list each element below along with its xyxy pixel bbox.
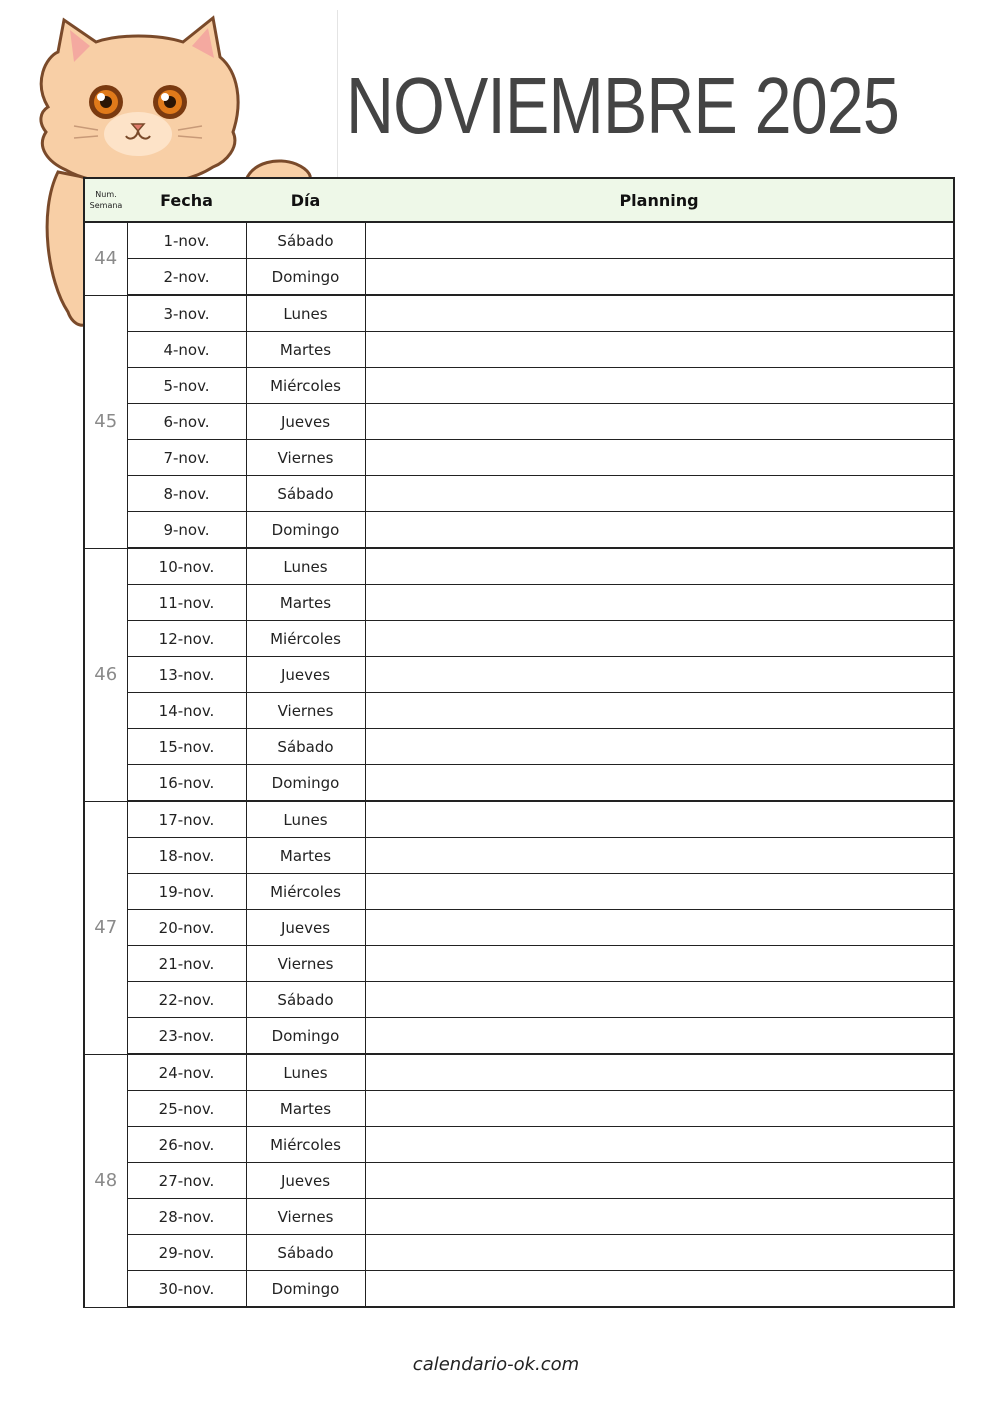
planning-cell[interactable] bbox=[365, 1091, 954, 1127]
table-row bbox=[84, 874, 954, 910]
day-cell: Miércoles bbox=[246, 621, 365, 657]
date-cell: 6-nov. bbox=[127, 404, 246, 440]
week-number: 45 bbox=[84, 295, 127, 548]
table-row bbox=[84, 838, 954, 874]
date-cell: 15-nov. bbox=[127, 729, 246, 765]
day-cell: Viernes bbox=[246, 440, 365, 476]
header-week bbox=[84, 178, 127, 222]
table-row bbox=[84, 1127, 954, 1163]
day-cell: Jueves bbox=[246, 1163, 365, 1199]
footer-site: calendario-ok.com bbox=[412, 1354, 580, 1375]
date-cell: 19-nov. bbox=[127, 874, 246, 910]
day-cell: Domingo bbox=[246, 1271, 365, 1308]
table-row bbox=[84, 1091, 954, 1127]
planning-cell[interactable] bbox=[365, 621, 954, 657]
header-dia: Día bbox=[246, 178, 365, 222]
day-cell: Sábado bbox=[246, 729, 365, 765]
date-cell: 13-nov. bbox=[127, 657, 246, 693]
header-week-line2: Semana bbox=[89, 201, 123, 210]
planning-cell[interactable] bbox=[365, 657, 954, 693]
date-cell: 22-nov. bbox=[127, 982, 246, 1018]
week-number: 44 bbox=[84, 222, 127, 295]
planning-cell[interactable] bbox=[365, 729, 954, 765]
date-cell: 18-nov. bbox=[127, 838, 246, 874]
planning-cell[interactable] bbox=[365, 874, 954, 910]
week-number: 48 bbox=[84, 1054, 127, 1307]
table-row bbox=[84, 548, 954, 585]
date-cell: 14-nov. bbox=[127, 693, 246, 729]
day-cell: Viernes bbox=[246, 1199, 365, 1235]
day-cell: Sábado bbox=[246, 982, 365, 1018]
table-row bbox=[84, 440, 954, 476]
planner-body bbox=[84, 222, 954, 1307]
date-cell: 20-nov. bbox=[127, 910, 246, 946]
header-week-line1: Num. bbox=[95, 190, 117, 199]
date-cell: 11-nov. bbox=[127, 585, 246, 621]
planning-cell[interactable] bbox=[365, 765, 954, 802]
table-row bbox=[84, 765, 954, 802]
table-row bbox=[84, 1271, 954, 1308]
day-cell: Lunes bbox=[246, 801, 365, 838]
planning-cell[interactable] bbox=[365, 1054, 954, 1091]
date-cell: 9-nov. bbox=[127, 512, 246, 549]
day-cell: Jueves bbox=[246, 404, 365, 440]
date-cell: 30-nov. bbox=[127, 1271, 246, 1308]
table-row bbox=[84, 1054, 954, 1091]
day-cell: Sábado bbox=[246, 222, 365, 259]
table-row bbox=[84, 476, 954, 512]
planning-cell[interactable] bbox=[365, 946, 954, 982]
week-number: 46 bbox=[84, 548, 127, 801]
page-title: NOVIEMBRE 2025 bbox=[346, 61, 900, 150]
date-cell: 28-nov. bbox=[127, 1199, 246, 1235]
table-row bbox=[84, 332, 954, 368]
day-cell: Martes bbox=[246, 585, 365, 621]
date-cell: 10-nov. bbox=[127, 548, 246, 585]
planning-cell[interactable] bbox=[365, 476, 954, 512]
table-row bbox=[84, 621, 954, 657]
table-row bbox=[84, 729, 954, 765]
date-cell: 29-nov. bbox=[127, 1235, 246, 1271]
day-cell: Viernes bbox=[246, 946, 365, 982]
table-row bbox=[84, 1235, 954, 1271]
table-row bbox=[84, 801, 954, 838]
planning-cell[interactable] bbox=[365, 801, 954, 838]
day-cell: Lunes bbox=[246, 1054, 365, 1091]
day-cell: Martes bbox=[246, 332, 365, 368]
table-row bbox=[84, 259, 954, 296]
planning-cell[interactable] bbox=[365, 1127, 954, 1163]
day-cell: Viernes bbox=[246, 693, 365, 729]
date-cell: 8-nov. bbox=[127, 476, 246, 512]
day-cell: Jueves bbox=[246, 657, 365, 693]
date-cell: 23-nov. bbox=[127, 1018, 246, 1055]
table-row bbox=[84, 1163, 954, 1199]
planning-cell[interactable] bbox=[365, 910, 954, 946]
header-planning: Planning bbox=[365, 178, 954, 222]
day-cell: Domingo bbox=[246, 1018, 365, 1055]
date-cell: 16-nov. bbox=[127, 765, 246, 802]
planning-cell[interactable] bbox=[365, 982, 954, 1018]
date-cell: 21-nov. bbox=[127, 946, 246, 982]
day-cell: Lunes bbox=[246, 295, 365, 332]
day-cell: Domingo bbox=[246, 512, 365, 549]
table-row bbox=[84, 1199, 954, 1235]
day-cell: Jueves bbox=[246, 910, 365, 946]
planning-cell[interactable] bbox=[365, 1018, 954, 1055]
table-row bbox=[84, 295, 954, 332]
planning-cell[interactable] bbox=[365, 1271, 954, 1308]
date-cell: 25-nov. bbox=[127, 1091, 246, 1127]
date-cell: 1-nov. bbox=[127, 222, 246, 259]
table-row bbox=[84, 368, 954, 404]
date-cell: 4-nov. bbox=[127, 332, 246, 368]
planning-cell[interactable] bbox=[365, 693, 954, 729]
table-row bbox=[84, 910, 954, 946]
table-row bbox=[84, 1018, 954, 1055]
date-cell: 5-nov. bbox=[127, 368, 246, 404]
day-cell: Domingo bbox=[246, 765, 365, 802]
planning-cell[interactable] bbox=[365, 838, 954, 874]
date-cell: 7-nov. bbox=[127, 440, 246, 476]
table-row bbox=[84, 982, 954, 1018]
day-cell: Domingo bbox=[246, 259, 365, 296]
planning-cell[interactable] bbox=[365, 332, 954, 368]
table-row bbox=[84, 512, 954, 549]
planning-cell[interactable] bbox=[365, 259, 954, 296]
date-cell: 17-nov. bbox=[127, 801, 246, 838]
planning-cell[interactable] bbox=[365, 1163, 954, 1199]
planning-cell[interactable] bbox=[365, 1235, 954, 1271]
date-cell: 12-nov. bbox=[127, 621, 246, 657]
planning-cell[interactable] bbox=[365, 368, 954, 404]
planning-cell[interactable] bbox=[365, 222, 954, 259]
planning-cell[interactable] bbox=[365, 1199, 954, 1235]
day-cell: Miércoles bbox=[246, 1127, 365, 1163]
date-cell: 3-nov. bbox=[127, 295, 246, 332]
planning-cell[interactable] bbox=[365, 585, 954, 621]
table-header bbox=[84, 178, 954, 222]
table-row bbox=[84, 222, 954, 259]
planning-cell[interactable] bbox=[365, 440, 954, 476]
day-cell: Lunes bbox=[246, 548, 365, 585]
date-cell: 26-nov. bbox=[127, 1127, 246, 1163]
day-cell: Martes bbox=[246, 838, 365, 874]
table-row bbox=[84, 657, 954, 693]
table-row bbox=[84, 404, 954, 440]
day-cell: Sábado bbox=[246, 1235, 365, 1271]
day-cell: Miércoles bbox=[246, 874, 365, 910]
planner-table bbox=[83, 177, 955, 1308]
planning-cell[interactable] bbox=[365, 404, 954, 440]
date-cell: 24-nov. bbox=[127, 1054, 246, 1091]
date-cell: 2-nov. bbox=[127, 259, 246, 296]
planning-cell[interactable] bbox=[365, 295, 954, 332]
day-cell: Sábado bbox=[246, 476, 365, 512]
table-row bbox=[84, 585, 954, 621]
planning-cell[interactable] bbox=[365, 548, 954, 585]
week-number: 47 bbox=[84, 801, 127, 1054]
date-cell: 27-nov. bbox=[127, 1163, 246, 1199]
table-row bbox=[84, 693, 954, 729]
day-cell: Miércoles bbox=[246, 368, 365, 404]
planning-cell[interactable] bbox=[365, 512, 954, 549]
day-cell: Martes bbox=[246, 1091, 365, 1127]
table-row bbox=[84, 946, 954, 982]
title-divider bbox=[337, 10, 338, 178]
header-fecha: Fecha bbox=[127, 178, 246, 222]
